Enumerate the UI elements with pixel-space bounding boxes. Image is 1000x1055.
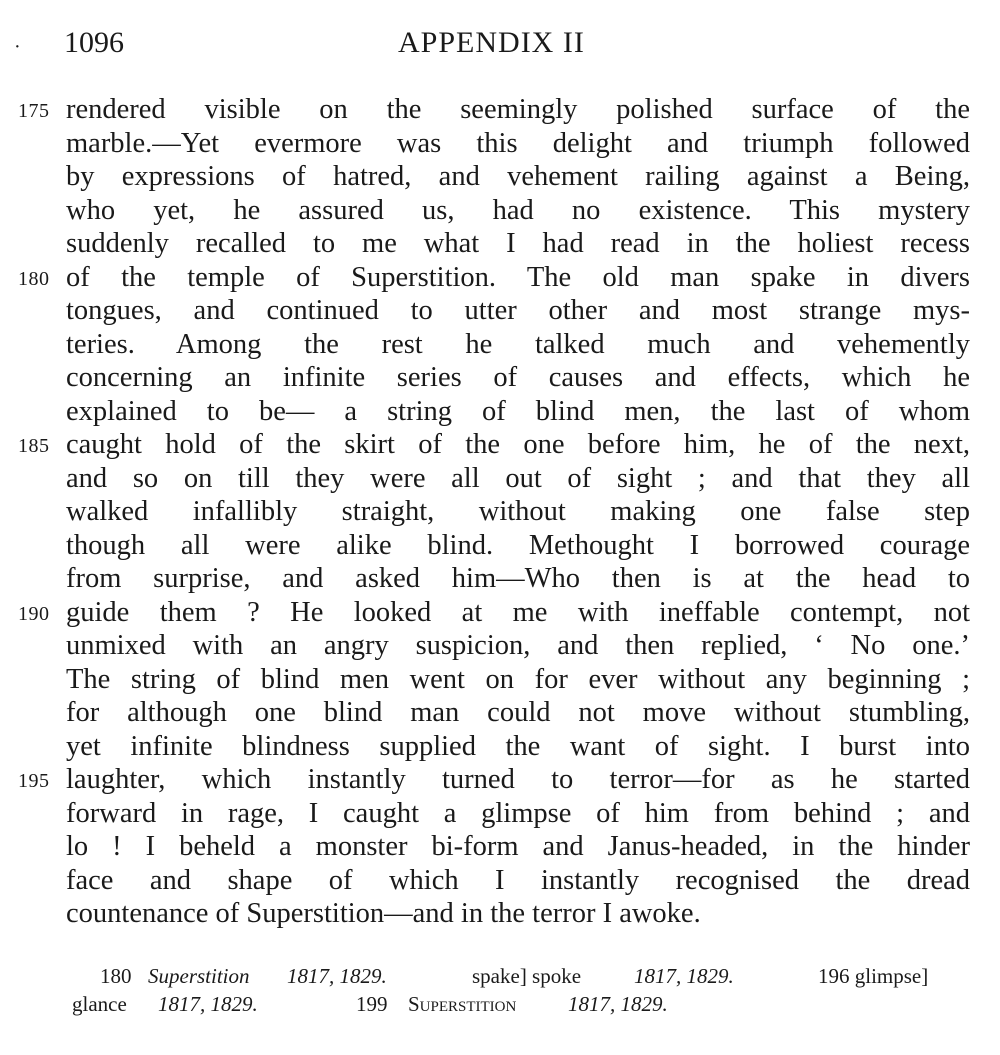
- line-text: teries. Among the rest he talked much and vehemently: [66, 328, 970, 360]
- text-line: [0, 763, 1000, 797]
- footnote-years: 1817, 1829.: [287, 964, 387, 988]
- line-text: though all were alike blind. Methought I borrowed courage: [66, 529, 970, 561]
- text-line: [0, 696, 1000, 730]
- footnote-variant: glance: [72, 992, 127, 1016]
- line-number: 190: [18, 602, 50, 625]
- line-text: lo ! I beheld a monster bi-form and Janus-headed, in the hinder: [66, 831, 970, 862]
- line-text: countenance of Superstition—and in the terror I awoke.: [66, 898, 701, 929]
- page-number: 1096: [64, 26, 124, 59]
- line-text: caught hold of the skirt of the one before him, he of the next,: [66, 429, 970, 460]
- text-line: [0, 663, 1000, 697]
- text-line: [0, 730, 1000, 764]
- line-text: who yet, he assured us, had no existence. This mystery: [66, 194, 970, 226]
- text-line: [0, 395, 1000, 429]
- footnotes: [0, 962, 1000, 1018]
- text-line: [0, 629, 1000, 663]
- line-number: 175: [18, 100, 50, 122]
- footnote-line: [0, 990, 1000, 1018]
- footnote-ref: 180: [100, 964, 132, 988]
- footnote-lemma: Superstition: [408, 992, 517, 1016]
- line-text: face and shape of which I instantly recognised the dread: [66, 864, 970, 896]
- running-head: APPENDIX II: [398, 26, 585, 59]
- footnote-variant: 196 glimpse]: [818, 964, 929, 988]
- text-line: [0, 127, 1000, 161]
- footnote-years: 1817, 1829.: [634, 964, 734, 988]
- line-number: 195: [18, 770, 50, 792]
- line-text: tongues, and continued to utter other and most strange mys-: [66, 295, 970, 326]
- line-text: and so on till they were all out of sight ; and that they all: [66, 462, 970, 494]
- page-header: [0, 26, 1000, 66]
- footnote-lemma: Superstition: [148, 964, 250, 988]
- line-text: of the temple of Superstition. The old man spake in divers: [66, 261, 970, 293]
- line-text: walked infallibly straight, without making one false step: [66, 496, 970, 527]
- text-line: [0, 227, 1000, 261]
- line-text: rendered visible on the seemingly polished surface of the: [66, 94, 970, 125]
- text-line: [0, 294, 1000, 328]
- footnote-variant: spake] spoke: [472, 964, 582, 988]
- footnote-ref: 199: [356, 992, 388, 1016]
- text-line: [0, 897, 1000, 931]
- line-text: The string of blind men went on for ever without any beginning ;: [66, 663, 970, 695]
- text-line: [0, 462, 1000, 496]
- footnote-years: 1817, 1829.: [568, 992, 668, 1016]
- text-line: [0, 830, 1000, 864]
- body-text: [0, 93, 1000, 931]
- text-line: [0, 328, 1000, 362]
- text-line: [0, 361, 1000, 395]
- text-line: [0, 261, 1000, 295]
- line-number: 185: [18, 435, 50, 457]
- line-text: unmixed with an angry suspicion, and then replied, ‘ No one.’: [66, 630, 970, 661]
- text-line: [0, 93, 1000, 127]
- text-line: [0, 495, 1000, 529]
- line-text: marble.—Yet evermore was this delight and triumph followed: [66, 127, 970, 159]
- text-line: [0, 529, 1000, 563]
- text-line: [0, 160, 1000, 194]
- line-text: laughter, which instantly turned to terror—for as he started: [66, 764, 970, 795]
- text-line: [0, 596, 1000, 630]
- line-number: 180: [18, 267, 50, 290]
- line-text: forward in rage, I caught a glimpse of him from behind ; and: [66, 797, 970, 829]
- line-text: from surprise, and asked him—Who then is at the head to: [66, 563, 970, 594]
- line-text: by expressions of hatred, and vehement railing against a Being,: [66, 161, 970, 192]
- text-line: [0, 797, 1000, 831]
- line-text: explained to be— a string of blind men, the last of whom: [66, 395, 970, 427]
- line-text: suddenly recalled to me what I had read in the holiest recess: [66, 228, 970, 259]
- footnote-line: [0, 962, 1000, 990]
- margin-mark: ·: [14, 36, 21, 58]
- line-text: guide them ? He looked at me with ineffable contempt, not: [66, 596, 970, 628]
- footnote-years: 1817, 1829.: [158, 992, 258, 1016]
- line-text: concerning an infinite series of causes and effects, which he: [66, 362, 970, 393]
- text-line: [0, 562, 1000, 596]
- line-text: yet infinite blindness supplied the want of sight. I burst into: [66, 730, 970, 762]
- text-line: [0, 194, 1000, 228]
- text-line: [0, 428, 1000, 462]
- line-text: for although one blind man could not move without stumbling,: [66, 697, 970, 728]
- text-line: [0, 864, 1000, 898]
